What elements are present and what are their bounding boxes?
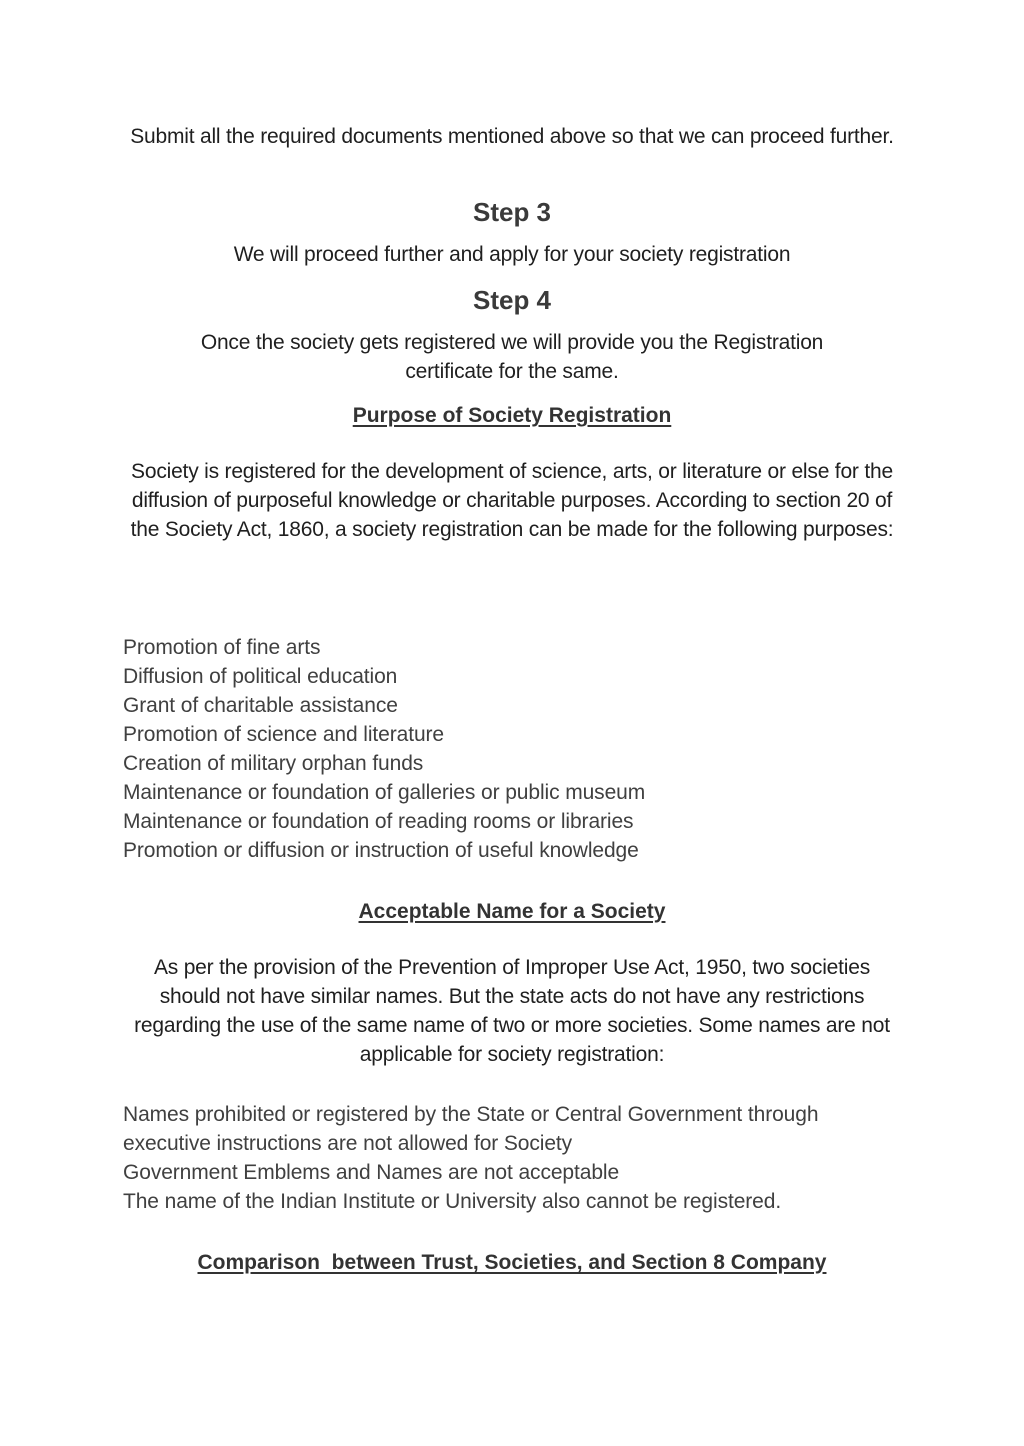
purpose-list <box>123 633 901 865</box>
step-4-heading: Step 4 <box>472 285 552 315</box>
list-item: Diffusion of political education <box>123 665 398 688</box>
list-item: The name of the Indian Institute or University also cannot be registered. <box>123 1190 782 1213</box>
list-item: Grant of charitable assistance <box>123 694 398 717</box>
purpose-paragraph: Society is registered for the development of science, arts, or literature or else for the diffusion of purposeful knowledge or charitable purposes. According to section 20 of the Society Act, 1860, a society registration can be made for the following purposes: <box>130 460 894 541</box>
intro-paragraph: Submit all the required documents mentioned above so that we can proceed further. <box>130 125 894 148</box>
acceptable-name-heading: Acceptable Name for a Society <box>358 900 666 923</box>
step-3-text: We will proceed further and apply for your society registration <box>233 243 791 266</box>
step-4-text: Once the society gets registered we will provide you the Registration certificate for the same. <box>200 331 824 383</box>
list-item: Promotion of science and literature <box>123 723 445 746</box>
step-3-heading: Step 3 <box>472 197 552 227</box>
list-item: Promotion of fine arts <box>123 636 321 659</box>
name-restrictions-list <box>123 1100 901 1216</box>
list-item: Maintenance or foundation of reading rooms or libraries <box>123 810 634 833</box>
list-item: Maintenance or foundation of galleries or public museum <box>123 781 646 804</box>
purpose-heading: Purpose of Society Registration <box>352 404 672 427</box>
list-item: Creation of military orphan funds <box>123 752 424 775</box>
list-item: Names prohibited or registered by the State or Central Government through executive instructions are not allowed for Society <box>123 1103 819 1155</box>
comparison-heading: Comparison between Trust, Societies, and Section 8 Company <box>197 1251 827 1274</box>
list-item: Promotion or diffusion or instruction of useful knowledge <box>123 839 639 862</box>
list-item: Government Emblems and Names are not acceptable <box>123 1161 620 1184</box>
acceptable-name-paragraph: As per the provision of the Prevention of Improper Use Act, 1950, two societies should not have similar names. But the state acts do not have any restrictions regarding the use of the same name of two or more societies. Some names are not applicable for society registration: <box>134 956 890 1066</box>
